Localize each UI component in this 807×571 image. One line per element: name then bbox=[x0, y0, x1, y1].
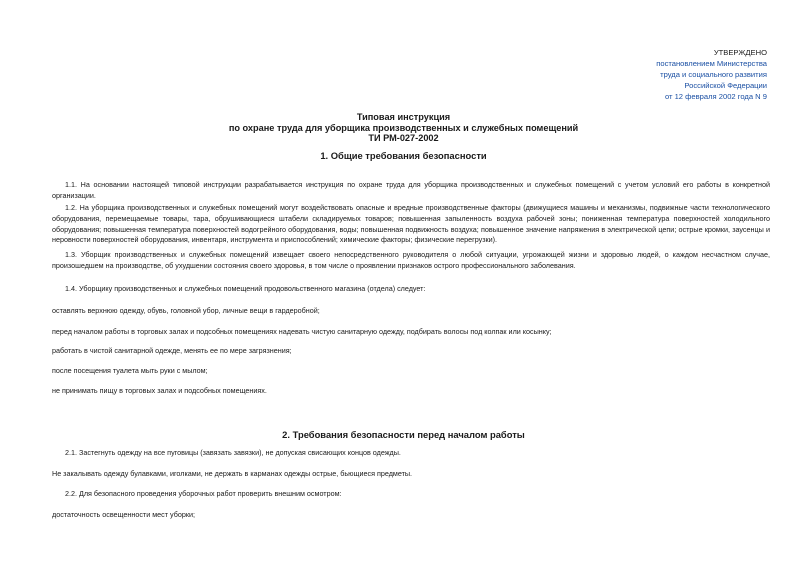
list-item: оставлять верхнюю одежду, обувь, головной убор, личные вещи в гардеробной; bbox=[52, 306, 320, 315]
document-title bbox=[0, 112, 807, 144]
approval-date-link[interactable]: от 12 февраля 2002 года N 9 bbox=[664, 92, 767, 101]
approval-country-link[interactable]: Российской Федерации bbox=[684, 81, 767, 90]
title-line-2: по охране труда для уборщика производственных и служебных помещений bbox=[228, 122, 579, 133]
title-line-1: Типовая инструкция bbox=[356, 112, 451, 122]
paragraph-2-2: 2.2. Для безопасного проведения уборочных работ проверить внешним осмотром: bbox=[65, 489, 342, 498]
list-item: после посещения туалета мыть руки с мылом; bbox=[52, 366, 208, 375]
paragraph-1-3: 1.3. Уборщик производственных и служебных помещений извещает своего непосредственного руководителя о любой ситуации, угрожающей жизни и здоровью людей, о каждом несчастном случае, произошедшем на производстве, об ухудшении состояния своего здоровья, в том числе о проявлении признаков острого профессионального заболевания. bbox=[52, 250, 770, 270]
list-item: не принимать пищу в торговых залах и подсобных помещениях. bbox=[52, 386, 267, 395]
paragraph-1-2: 1.2. На уборщика производственных и служебных помещений могут воздействовать опасные и вредные производственные факторы (движущиеся машины и механизмы, подвижные части технологического оборудования, перемещаемые товары, тара, обрушивающиеся штабели складируемых товаров; повышенная запыленность воздуха рабочей зоны; пониженная температура поверхностей холодильного оборудования; повышенная температура поверхностей водогрейного оборудования, воды; повышенная подвижность воздуха; повышенное значение напряжения в электрической цепи; острые кромки, заусенцы и неровности поверхностей оборудования, инвентаря, инструмента и приспособлений; химические факторы; физические перегрузки). bbox=[52, 203, 770, 245]
title-line-3: ТИ РМ-027-2002 bbox=[368, 133, 439, 143]
approval-decree-link[interactable]: постановлением Министерства bbox=[656, 59, 767, 68]
list-item: работать в чистой санитарной одежде, менять ее по мере загрязнения; bbox=[52, 346, 292, 355]
approval-ministry-link[interactable]: труда и социального развития bbox=[660, 70, 767, 79]
section-2-heading: 2. Требования безопасности перед началом работы bbox=[282, 429, 525, 440]
paragraph-2-1: 2.1. Застегнуть одежду на все пуговицы (завязать завязки), не допуская свисающих концов одежды. bbox=[65, 448, 401, 457]
approval-block bbox=[656, 47, 767, 102]
paragraph-1-1: 1.1. На основании настоящей типовой инструкции разрабатывается инструкция по охране труда для уборщика производственных и служебных помещений с учетом условий его работы в конкретной организации. bbox=[52, 180, 770, 200]
paragraph-1-4: 1.4. Уборщику производственных и служебных помещений продовольственного магазина (отдела) следует: bbox=[65, 284, 426, 293]
approval-label: УТВЕРЖДЕНО bbox=[713, 48, 767, 57]
section-1-heading: 1. Общие требования безопасности bbox=[320, 150, 487, 161]
list-item: достаточность освещенности мест уборки; bbox=[52, 510, 195, 519]
paragraph-2-1-continued: Не закалывать одежду булавками, иголками, не держать в карманах одежды острые, бьющиеся предметы. bbox=[52, 469, 413, 478]
list-item: перед началом работы в торговых залах и подсобных помещениях надевать чистую санитарную одежду, подбирать волосы под колпак или косынку; bbox=[52, 327, 552, 336]
